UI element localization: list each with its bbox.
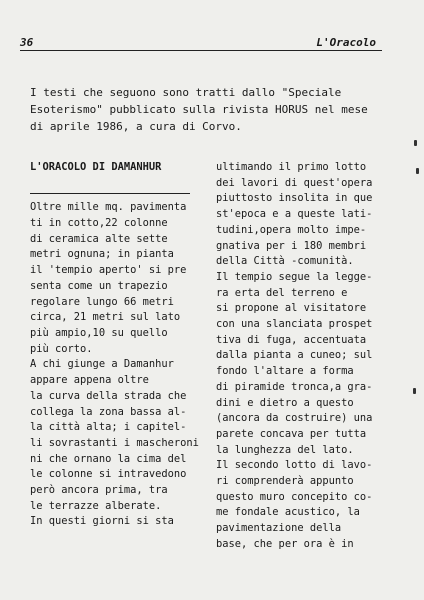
article-line: appare appena oltre (30, 374, 149, 387)
intro-line: Esoterismo" pubblicato sulla rivista HORUS nel mese (30, 103, 368, 116)
article-right-column (216, 160, 376, 553)
article-line: dalla pianta a cuneo; sul (216, 349, 373, 362)
article-line: la curva della strada che (30, 389, 187, 402)
article-line: ti in cotto,22 colonne (30, 217, 168, 230)
article-line: la città alta; i capitel- (30, 421, 187, 434)
scan-speck (414, 140, 417, 146)
article-line: tudini,opera molto impe- (216, 223, 367, 236)
article-line: più corto. (30, 342, 93, 355)
running-title: L'Oracolo (316, 36, 376, 49)
article-line: ra erta del terreno e (216, 286, 348, 299)
article-line: (ancora da costruire) una (216, 412, 373, 425)
article-left-column (30, 160, 200, 530)
article-line: me fondale acustico, la (216, 506, 360, 519)
page-header (0, 36, 424, 54)
article-line: la lunghezza del lato. (216, 443, 354, 456)
article-line: tiva di fuga, accentuata (216, 333, 367, 346)
article-line: In questi giorni si sta (30, 515, 174, 528)
article-line: parete concava per tutta (216, 427, 367, 440)
article-line: più ampio,10 su quello (30, 327, 168, 339)
article-line: st'epoca e a queste lati- (216, 208, 373, 221)
intro-paragraph (30, 84, 390, 135)
article-line: senta come un trapezio (30, 279, 168, 292)
article-line: collega la zona bassa al- (30, 405, 187, 418)
spacer (30, 176, 200, 192)
article-line: le colonne si intravedono (30, 468, 187, 481)
article-line: li sovrastanti i mascheroni (30, 436, 199, 449)
article-line: base, che per ora è in (216, 537, 354, 550)
article-line: Il tempio segue la legge- (216, 270, 373, 283)
article-line: piuttosto insolita in que (216, 192, 373, 205)
scan-speck (416, 168, 419, 174)
article-line: di ceramica alte sette (30, 232, 168, 245)
article-line: regolare lungo 66 metri (30, 295, 174, 308)
article-line: però ancora prima, tra (30, 484, 168, 497)
article-line: ni che ornano la cima del (30, 452, 187, 465)
header-rule (20, 50, 382, 51)
article-line: Oltre mille mq. pavimenta (30, 201, 187, 214)
article-line: gnativa per i 180 membri (216, 239, 367, 252)
article-line: metri ognuna; in pianta (30, 248, 174, 261)
intro-line: di aprile 1986, a cura di Corvo. (30, 120, 242, 133)
article-line: con una slanciata prospet (216, 318, 373, 331)
article-line: le terrazze alberate. (30, 499, 162, 512)
intro-line: I testi che seguono sono tratti dallo "Speciale (30, 86, 342, 99)
article-line: ri comprenderà appunto (216, 475, 354, 488)
article-line: fondo l'altare a forma (216, 365, 354, 378)
article-line: A chi giunge a Damanhur (30, 358, 174, 371)
article-line: della Città -comunità. (216, 255, 354, 268)
article-line: si propone al visitatore (216, 302, 367, 315)
article-line: ultimando il primo lotto (216, 161, 367, 173)
article-line: circa, 21 metri sul lato (30, 311, 181, 324)
article-line: dei lavori di quest'opera (216, 176, 373, 189)
scan-speck (413, 388, 416, 394)
article-title: L'ORACOLO DI DAMANHUR (30, 161, 162, 173)
title-rule (30, 193, 190, 194)
article-line: pavimentazione della (216, 522, 342, 535)
article-line: Il secondo lotto di lavo- (216, 459, 373, 472)
article-line: dini e dietro a questo (216, 396, 354, 409)
article-line: questo muro concepito co- (216, 490, 373, 503)
article-line: il 'tempio aperto' si pre (30, 264, 187, 277)
page-number: 36 (20, 36, 34, 49)
article-line: di piramide tronca,a gra- (216, 380, 373, 393)
